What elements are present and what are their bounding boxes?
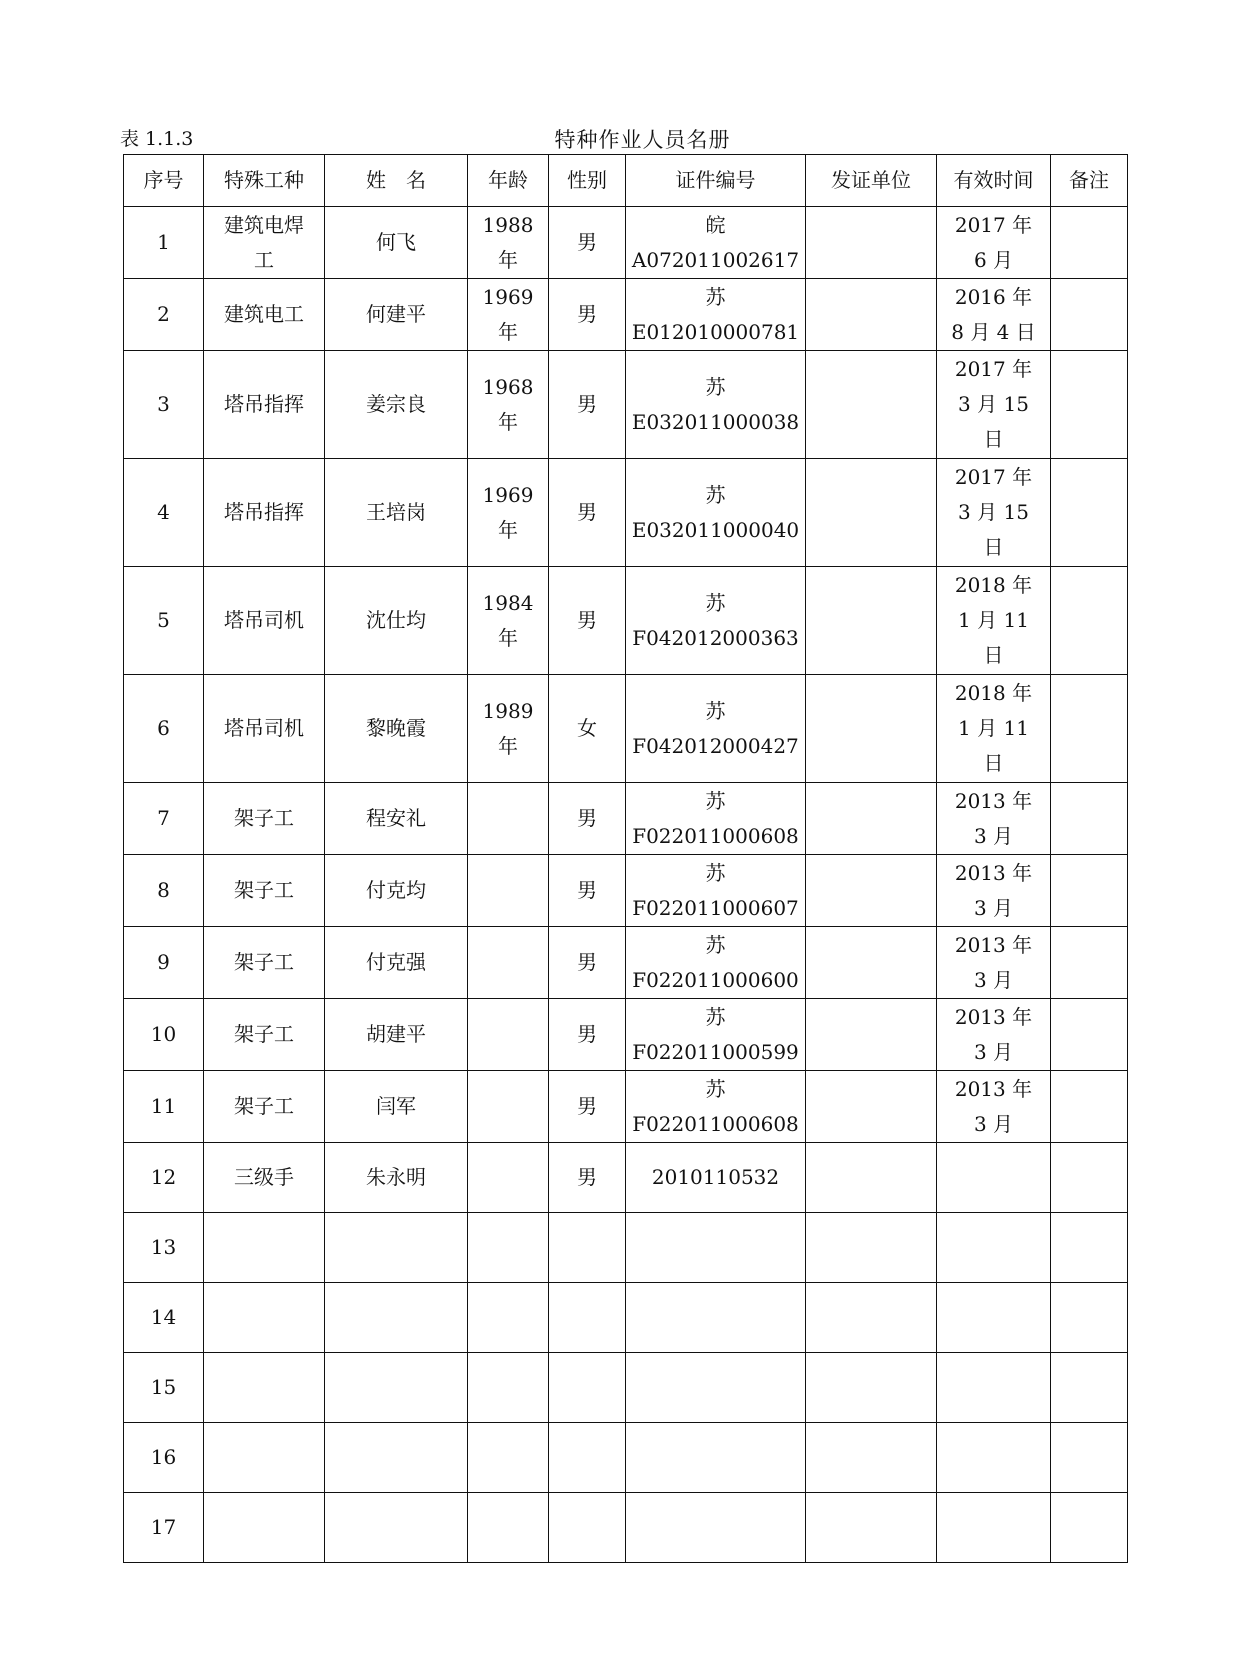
cell-trade: 三级手 xyxy=(204,1143,325,1213)
cell-sex: 男 xyxy=(549,351,626,459)
header-cell: 备注 xyxy=(1051,155,1128,207)
cell-no: 1 xyxy=(124,207,204,279)
cell-name: 付克均 xyxy=(325,855,468,927)
header-cell: 有效时间 xyxy=(937,155,1051,207)
cell-issuer xyxy=(806,675,937,783)
table-row xyxy=(124,1353,1128,1423)
cell-sex: 男 xyxy=(549,1071,626,1143)
cell-note xyxy=(1051,279,1128,351)
cell-name: 付克强 xyxy=(325,927,468,999)
cell-no: 5 xyxy=(124,567,204,675)
cell-note xyxy=(1051,1213,1128,1283)
cell-issuer xyxy=(806,1213,937,1283)
cell-age xyxy=(468,1353,549,1423)
cell-valid: 2013 年 3 月 xyxy=(937,927,1051,999)
cell-valid xyxy=(937,1353,1051,1423)
cell-valid: 2018 年 1 月 11 日 xyxy=(937,567,1051,675)
cell-cert: 苏 F022011000600 xyxy=(626,927,806,999)
cell-issuer xyxy=(806,1071,937,1143)
cell-issuer xyxy=(806,1493,937,1563)
table-row xyxy=(124,1213,1128,1283)
cell-no: 10 xyxy=(124,999,204,1071)
table-row xyxy=(124,999,1128,1071)
cell-no: 13 xyxy=(124,1213,204,1283)
cell-no: 7 xyxy=(124,783,204,855)
cell-note xyxy=(1051,1423,1128,1493)
cell-valid: 2013 年 3 月 xyxy=(937,999,1051,1071)
cell-valid xyxy=(937,1283,1051,1353)
cell-cert: 苏 F022011000599 xyxy=(626,999,806,1071)
cell-cert: 苏 F042012000427 xyxy=(626,675,806,783)
cell-no: 2 xyxy=(124,279,204,351)
cell-valid: 2017 年 3 月 15 日 xyxy=(937,459,1051,567)
table-row xyxy=(124,1071,1128,1143)
cell-sex: 男 xyxy=(549,459,626,567)
cell-cert: 苏 E032011000038 xyxy=(626,351,806,459)
cell-trade: 塔吊司机 xyxy=(204,567,325,675)
cell-trade xyxy=(204,1283,325,1353)
cell-age: 1984 年 xyxy=(468,567,549,675)
cell-valid: 2018 年 1 月 11 日 xyxy=(937,675,1051,783)
cell-sex: 男 xyxy=(549,855,626,927)
cell-cert: 苏 F022011000607 xyxy=(626,855,806,927)
table-row xyxy=(124,675,1128,783)
cell-cert: 苏 F022011000608 xyxy=(626,1071,806,1143)
cell-age: 1989 年 xyxy=(468,675,549,783)
cell-trade: 塔吊指挥 xyxy=(204,351,325,459)
cell-no: 14 xyxy=(124,1283,204,1353)
cell-no: 11 xyxy=(124,1071,204,1143)
cell-valid: 2013 年 3 月 xyxy=(937,1071,1051,1143)
cell-note xyxy=(1051,1143,1128,1213)
cell-cert xyxy=(626,1283,806,1353)
cell-issuer xyxy=(806,351,937,459)
cell-name: 胡建平 xyxy=(325,999,468,1071)
cell-cert: 苏 E012010000781 xyxy=(626,279,806,351)
header-cell: 性别 xyxy=(549,155,626,207)
table-row xyxy=(124,351,1128,459)
table-row xyxy=(124,279,1128,351)
cell-trade: 架子工 xyxy=(204,999,325,1071)
cell-age xyxy=(468,1423,549,1493)
cell-trade: 架子工 xyxy=(204,927,325,999)
cell-cert xyxy=(626,1493,806,1563)
cell-note xyxy=(1051,1493,1128,1563)
cell-name: 闫军 xyxy=(325,1071,468,1143)
cell-cert: 苏 E032011000040 xyxy=(626,459,806,567)
cell-sex: 男 xyxy=(549,927,626,999)
cell-trade xyxy=(204,1493,325,1563)
cell-name: 王培岗 xyxy=(325,459,468,567)
header-cell: 年龄 xyxy=(468,155,549,207)
cell-name xyxy=(325,1283,468,1353)
cell-trade xyxy=(204,1423,325,1493)
cell-note xyxy=(1051,1353,1128,1423)
cell-valid: 2017 年 3 月 15 日 xyxy=(937,351,1051,459)
cell-no: 6 xyxy=(124,675,204,783)
cell-trade: 架子工 xyxy=(204,1071,325,1143)
cell-valid xyxy=(937,1143,1051,1213)
cell-age xyxy=(468,999,549,1071)
cell-note xyxy=(1051,927,1128,999)
cell-note xyxy=(1051,855,1128,927)
cell-name xyxy=(325,1213,468,1283)
table-row xyxy=(124,783,1128,855)
cell-valid xyxy=(937,1493,1051,1563)
table-row xyxy=(124,1493,1128,1563)
cell-cert xyxy=(626,1353,806,1423)
cell-note xyxy=(1051,675,1128,783)
cell-no: 17 xyxy=(124,1493,204,1563)
header-row xyxy=(124,155,1128,207)
cell-age xyxy=(468,1213,549,1283)
cell-trade: 塔吊司机 xyxy=(204,675,325,783)
cell-note xyxy=(1051,567,1128,675)
table-caption: 表 1.1.3 xyxy=(120,128,194,150)
cell-note xyxy=(1051,999,1128,1071)
table-row xyxy=(124,459,1128,567)
cell-name xyxy=(325,1423,468,1493)
cell-name: 黎晚霞 xyxy=(325,675,468,783)
cell-cert: 皖 A072011002617 xyxy=(626,207,806,279)
cell-sex: 男 xyxy=(549,999,626,1071)
cell-note xyxy=(1051,783,1128,855)
table-row xyxy=(124,927,1128,999)
cell-note xyxy=(1051,1071,1128,1143)
cell-issuer xyxy=(806,1283,937,1353)
cell-age xyxy=(468,1143,549,1213)
cell-issuer xyxy=(806,999,937,1071)
cell-age xyxy=(468,1283,549,1353)
cell-valid: 2013 年 3 月 xyxy=(937,783,1051,855)
cell-valid: 2016 年 8 月 4 日 xyxy=(937,279,1051,351)
cell-sex xyxy=(549,1213,626,1283)
cell-no: 9 xyxy=(124,927,204,999)
cell-sex: 男 xyxy=(549,783,626,855)
cell-name xyxy=(325,1493,468,1563)
cell-age xyxy=(468,855,549,927)
cell-trade xyxy=(204,1213,325,1283)
cell-note xyxy=(1051,351,1128,459)
table-row xyxy=(124,1423,1128,1493)
cell-cert xyxy=(626,1423,806,1493)
cell-trade: 架子工 xyxy=(204,783,325,855)
cell-age: 1968 年 xyxy=(468,351,549,459)
cell-sex xyxy=(549,1423,626,1493)
cell-sex xyxy=(549,1283,626,1353)
cell-issuer xyxy=(806,1423,937,1493)
cell-note xyxy=(1051,1283,1128,1353)
cell-sex xyxy=(549,1493,626,1563)
cell-valid xyxy=(937,1423,1051,1493)
cell-name: 沈仕均 xyxy=(325,567,468,675)
cell-sex: 女 xyxy=(549,675,626,783)
table-row xyxy=(124,1143,1128,1213)
cell-issuer xyxy=(806,783,937,855)
cell-trade: 架子工 xyxy=(204,855,325,927)
cell-trade: 建筑电工 xyxy=(204,279,325,351)
cell-name: 何飞 xyxy=(325,207,468,279)
cell-no: 12 xyxy=(124,1143,204,1213)
cell-issuer xyxy=(806,855,937,927)
cell-valid: 2017 年 6 月 xyxy=(937,207,1051,279)
header-cell: 证件编号 xyxy=(626,155,806,207)
header-cell: 姓 名 xyxy=(325,155,468,207)
cell-issuer xyxy=(806,207,937,279)
cell-trade: 塔吊指挥 xyxy=(204,459,325,567)
table-row xyxy=(124,855,1128,927)
header-cell: 发证单位 xyxy=(806,155,937,207)
cell-name: 程安礼 xyxy=(325,783,468,855)
roster-table xyxy=(123,154,1128,1563)
cell-name xyxy=(325,1353,468,1423)
cell-no: 4 xyxy=(124,459,204,567)
cell-issuer xyxy=(806,1353,937,1423)
cell-age: 1969 年 xyxy=(468,459,549,567)
table-row xyxy=(124,1283,1128,1353)
cell-age xyxy=(468,783,549,855)
cell-cert: 苏 F022011000608 xyxy=(626,783,806,855)
title-text: 特种作业人员名册 xyxy=(554,128,731,152)
cell-no: 15 xyxy=(124,1353,204,1423)
document-title xyxy=(0,124,1247,154)
cell-issuer xyxy=(806,459,937,567)
cell-no: 3 xyxy=(124,351,204,459)
cell-sex: 男 xyxy=(549,207,626,279)
cell-note xyxy=(1051,459,1128,567)
cell-cert: 2010110532 xyxy=(626,1143,806,1213)
cell-trade: 建筑电焊 工 xyxy=(204,207,325,279)
cell-issuer xyxy=(806,567,937,675)
cell-note xyxy=(1051,207,1128,279)
cell-name: 姜宗良 xyxy=(325,351,468,459)
cell-issuer xyxy=(806,1143,937,1213)
cell-issuer xyxy=(806,279,937,351)
cell-valid: 2013 年 3 月 xyxy=(937,855,1051,927)
table-row xyxy=(124,207,1128,279)
cell-sex: 男 xyxy=(549,1143,626,1213)
cell-age xyxy=(468,1071,549,1143)
roster-body xyxy=(124,207,1128,1563)
cell-no: 16 xyxy=(124,1423,204,1493)
cell-cert xyxy=(626,1213,806,1283)
cell-name: 朱永明 xyxy=(325,1143,468,1213)
cell-age: 1969 年 xyxy=(468,279,549,351)
cell-age xyxy=(468,927,549,999)
header-cell: 特殊工种 xyxy=(204,155,325,207)
cell-valid xyxy=(937,1213,1051,1283)
cell-cert: 苏 F042012000363 xyxy=(626,567,806,675)
cell-sex: 男 xyxy=(549,567,626,675)
cell-no: 8 xyxy=(124,855,204,927)
cell-trade xyxy=(204,1353,325,1423)
table-row xyxy=(124,567,1128,675)
cell-sex: 男 xyxy=(549,279,626,351)
cell-age xyxy=(468,1493,549,1563)
cell-age: 1988 年 xyxy=(468,207,549,279)
cell-sex xyxy=(549,1353,626,1423)
cell-issuer xyxy=(806,927,937,999)
header-cell: 序号 xyxy=(124,155,204,207)
cell-name: 何建平 xyxy=(325,279,468,351)
